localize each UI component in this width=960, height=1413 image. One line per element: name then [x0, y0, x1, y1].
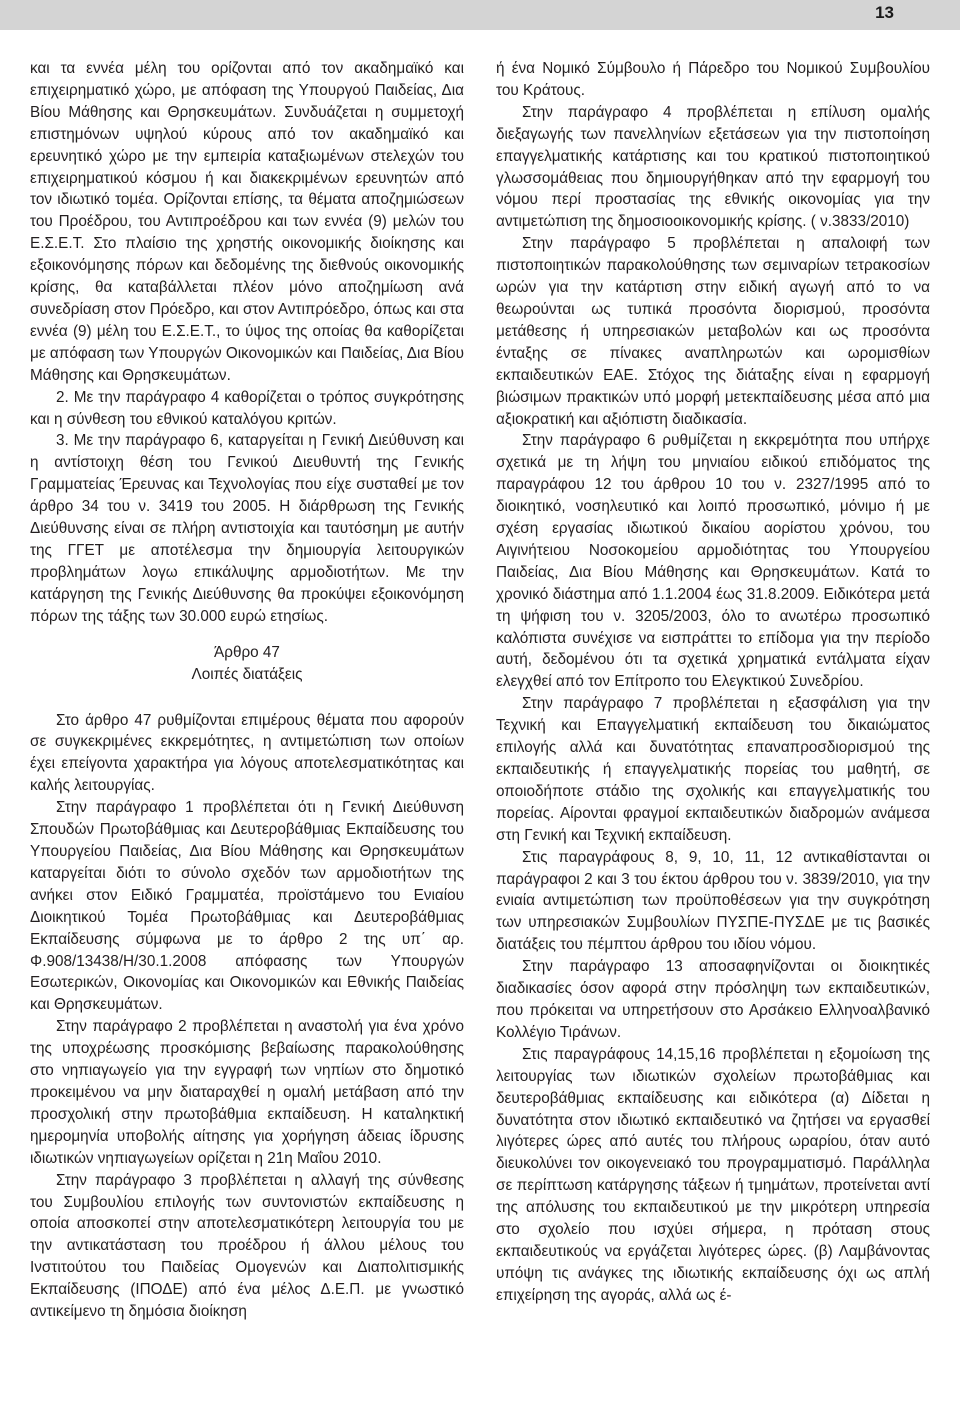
paragraph: ή ένα Νομικό Σύμβουλο ή Πάρεδρο του Νομικού Συμβουλίου του Κράτους. [496, 60, 930, 99]
paragraph: Στην παράγραφο 4 προβλέπεται η επίλυση ομαλής διεξαγωγής των πανελληνίων εξετάσεων για την πιστοποίηση επαγγελματικής κατάρτισης και του κρατικού πιστοποιητικού γλωσσομάθειας που δημιουργήθηκαν από την εφαρμογή του νόμου περί προστασίας της εθνικής οικονομίας για την αντιμετώπιση της δημοσιοοικονομικής κρίσης. ( ν.3833/2010) [496, 103, 930, 231]
paragraph: Στην παράγραφο 3 προβλέπεται η αλλαγή της σύνθεσης του Συμβουλίου επιλογής των συντονιστών εκπαίδευσης η οποία αποσκοπεί στην αποτελεσματικότερη λειτουργία του με την αντικατάσταση του προέδρου ή άλλου μέλους του Ινστιτούτου του Παιδείας Ομογενών και Διαπολιτισμικής Εκπαίδευσης (ΙΠΟΔΕ) από ένα μέλος Δ.Ε.Π. με γνωστικό αντικείμενο τη δημόσια διοίκηση [30, 1171, 464, 1321]
page-number: 13 [875, 3, 894, 22]
article-heading [30, 642, 464, 686]
paragraph: Στο άρθρο 47 ρυθμίζονται επιμέρους θέματα που αφορούν σε συγκεκριμένες εκκρεμότητες, η αντιμετώπιση των οποίων έχει επείγοντα χαρακτήρα για λόγους αποτελεσματικότητας και καλής λειτουργίας. [30, 711, 464, 795]
paragraph: Στις παραγράφους 8, 9, 10, 11, 12 αντικαθίστανται οι παράγραφοι 2 και 3 του έκτου άρθρου του ν. 3839/2010, για την ενιαία αντιμετώπιση των προϋποθέσεων για την συγκρότηση των υπηρεσιακών Συμβουλίων ΠΥΣΠΕ-ΠΥΣΔΕ με τις βασικές διατάξεις του πέμπτου άρθρου του ιδίου νόμου. [496, 848, 930, 954]
article-number: Άρθρο 47 [214, 643, 280, 661]
paragraph: Στην παράγραφο 7 προβλέπεται η εξασφάλιση για την Τεχνική και Επαγγελματική εκπαίδευση του δικαιώματος επιλογής αλλά και δυνατότητας επαναπροσδιορισμού της εκπαιδευτικής ή επαγγελματικής πορείας του μαθητή, σε οποιοδήποτε στάδιο της σχολικής και επαγγελματικής του πορείας. Αίρονται φραγμοί εκπαιδευτικών διαδρομών ανάμεσα στη Γενική και Τεχνική εκπαίδευση. [496, 695, 930, 844]
paragraph: και τα εννέα μέλη του ορίζονται από τον ακαδημαϊκό και επιχειρηματικό χώρο, με απόφαση της Υπουργού Παιδείας, Δια Βίου Μάθησης και Θρησκευμάτων. Συνδυάζεται η συμμετοχή επιστημόνων υψηλού κύρους από τον ακαδημαϊκό και ερευνητικό χώρο με την εμπειρία καταξιωμένων στελεχών του επιχειρηματικού κόσμου ή και διακεκριμένων ερευνητών από τον ιδιωτικό τομέα. Ορίζονται επίσης, τα θέματα αποζημιώσεων του Προέδρου, του Αντιπροέδρου και των εννέα (9) μελών του Ε.Σ.Ε.Τ. Στο πλαίσιο της χρηστής οικονομικής διοίκησης και εξοικονόμησης πόρων και δεδομένης της διεθνούς οικονομικής κρίσης, θα καταβάλλεται πλέον μόνο αποζημίωση ανά συνεδρίαση στον Πρόεδρο, και στον Αντιπρόεδρο, όπως και στα εννέα (9) μέλη του Ε.Σ.Ε.Τ., το ύψος της οποίας θα καθορίζεται με απόφαση των Υπουργών Οικονομικών και Παιδείας, Δια Βίου Μάθησης και Θρησκευμάτων. [30, 60, 464, 384]
page-header-bar [0, 0, 960, 30]
paragraph: Στην παράγραφο 2 προβλέπεται η αναστολή για ένα χρόνο της υποχρέωσης προσκόμισης βεβαίωσης παρακολούθησης στο νηπιαγωγείο για την εγγραφή των νηπίων στο δημοτικό προκειμένου να μην διαταραχθεί η ομαλή μετάβαση από την προσχολική στην πρωτοβάθμια εκπαίδευση. Η καταληκτική ημερομηνία υποβολής αίτησης για χορήγηση άδειας ίδρυσης ιδιωτικών νηπιαγωγείων ορίζεται η 21η Μαΐου 2010. [30, 1018, 464, 1167]
paragraph: Στην παράγραφο 5 προβλέπεται η απαλοιφή των πιστοποιητικών παρακολούθησης των σεμιναρίων τετρακοσίων ωρών για την κατάρτιση στην ειδική αγωγή από το να θεωρούνται ως τυπικά προσόντα διορισμού, προσόντα μετάθεσης ή υπηρεσιακών μεταβολών και ως προσόντα ένταξης σε πίνακες αναπληρωτών και ωρομισθίων εκπαιδευτικών ΕΑΕ. Στόχος της διάταξης είναι η εφαρμογή βιώσιμων πρακτικών υπό μορφή μετεκπαίδευσης μέσα από μια αξιοκρατική και αξιόπιστη διαδικασία. [496, 235, 930, 428]
article-title: Λοιπές διατάξεις [191, 665, 303, 683]
paragraph: Στις παραγράφους 14,15,16 προβλέπεται η εξομοίωση της λειτουργίας των ιδιωτικών σχολείων πρωτοβάθμιας και δευτεροβάθμιας εκπαίδευσης και ειδικότερα (α) Δίδεται η δυνατότητα στον ιδιωτικό εκπαιδευτικό να ζητήσει να εργασθεί λιγότερες ώρες από αυτές του πλήρους ωραρίου, όταν αυτό διευκολύνει τον οικογενειακό του προγραμματισμό. Παράλληλα σε περίπτωση κατάργησης τάξεων ή τμημάτων, προτείνεται αντί της απόλυσης του εκπαιδευτικού με την μικρότερη υπηρεσία στο σχολείο που ισχύει σήμερα, η πρόταση στους εκπαιδευτικούς να εργάζεται λιγότερες ώρες. (β) Λαμβάνοντας υπόψη τις ανάγκες της ιδιωτικής εκπαίδευσης όχι ως απλή επιχείρηση της αγοράς, αλλά ως έ- [496, 1045, 930, 1304]
right-column [496, 58, 930, 1307]
paragraph: Στην παράγραφο 1 προβλέπεται ότι η Γενική Διεύθυνση Σπουδών Πρωτοβάθμιας και Δευτεροβάθμιας Εκπαίδευσης του Υπουργείου Παιδείας, Δια Βίου Μάθησης και Θρησκευμάτων καταργείται διότι το σύνολο σχεδόν των αρμοδιοτήτων της ανήκει στον Ειδικό Γραμματέα, προϊστάμενο του Ενιαίου Διοικητικού Τομέα Πρωτοβάθμιας και Δευτεροβάθμιας Εκπαίδευσης σύμφωνα με το άρθρο 2 της υπ΄ αρ. Φ.908/13438/Η/30.1.2008 απόφασης των Υπουργών Εσωτερικών, Οικονομίας και Οικονομικών και Εθνικής Παιδείας και Θρησκευμάτων. [30, 799, 464, 1014]
paragraph: Στην παράγραφο 13 αποσαφηνίζονται οι διοικητικές διαδικασίες όσον αφορά στην πρόσληψη των εκπαιδευτικών, που πρόκειται να υπηρετήσουν στο Αρσάκειο Ελληνοαλβανικό Κολλέγιο Τιράνων. [496, 958, 930, 1041]
paragraph: 3. Με την παράγραφο 6, καταργείται η Γενική Διεύθυνση και η αντίστοιχη θέση του Γενικού Διευθυντή της Γενικής Γραμματείας Έρευνας και Τεχνολογίας που είχε συσταθεί με τον άρθρο 34 του ν. 3419 του 2005. Η διάρθρωση της Γενικής Διεύθυνσης είναι σε πλήρη αντιστοιχία και ταυτόσημη με αυτήν της ΓΓΕΤ με αποτέλεσμα την δημιουργία λειτουργικών προβλημάτων λογω επικάλυψης αρμοδιοτήτων. Με την κατάργηση της Γενικής Διεύθυνσης θα προκύψει εξοικονόμηση πόρων της τάξης των 30.000 ευρώ ετησίως. [30, 432, 464, 625]
left-column [30, 58, 464, 1323]
paragraph: Στην παράγραφο 6 ρυθμίζεται η εκκρεμότητα που υπήρχε σχετικά με τη λήψη του μηνιαίου ειδικού επιδόματος της παραγράφου 12 του άρθρου 10 του ν. 2327/1995 από το διοικητικό, νοσηλευτικό και λοιπό προσωπικό, μόνιμο ή με σχέση εργασίας ιδιωτικού δικαίου αορίστου χρόνου, του Αιγινήτειου Νοσοκομείου αρμοδιότητας του Υπουργείου Παιδείας, Δια Βίου Μάθησης και Θρησκευμάτων. Κατά το χρονικό διάστημα από 1.1.2004 έως 31.8.2009. Ειδικότερα μετά τη ψήφιση του ν. 3205/2003, όλο το ανωτέρω προσωπικό καλόπιστα συνέχισε να εισπράττει το επίδομα για την περίοδο αυτή, δεδομένου ότι τα σχετικά χρηματικά εντάλματα είχαν ελεγχθεί από τον Επίτροπο του Ελεγκτικού Συνεδρίου. [496, 432, 930, 691]
paragraph: 2. Με την παράγραφο 4 καθορίζεται ο τρόπος συγκρότησης και η σύνθεση του εθνικού καταλόγου κριτών. [30, 388, 464, 428]
